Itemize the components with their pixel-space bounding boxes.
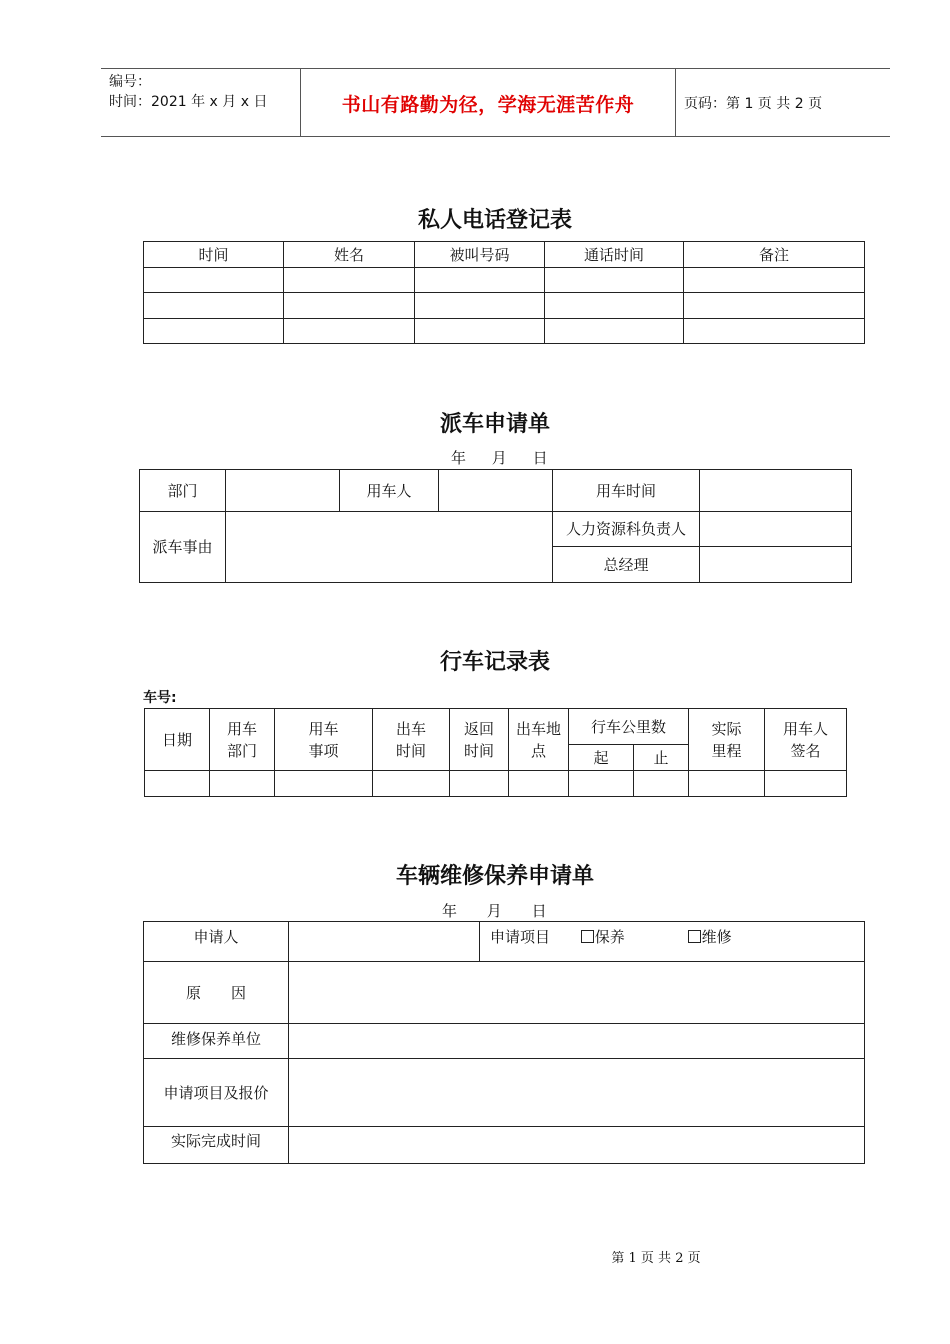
table-cell[interactable] (145, 771, 210, 797)
column-header: 通话时间 (545, 242, 684, 268)
checkbox-icon[interactable] (581, 930, 594, 943)
table-cell[interactable] (144, 268, 284, 293)
table-cell[interactable] (450, 771, 509, 797)
place-header: 出车地 点 (509, 709, 569, 771)
time-label: 用车时间 (553, 470, 700, 512)
trip-log-table (144, 708, 847, 797)
table-cell[interactable] (684, 319, 865, 344)
table-cell[interactable] (275, 771, 373, 797)
table-cell[interactable] (284, 268, 415, 293)
gm-label: 总经理 (553, 547, 700, 583)
table-header-row (144, 242, 865, 268)
table-row (145, 771, 847, 797)
done-field[interactable] (289, 1127, 865, 1164)
table-cell[interactable] (765, 771, 847, 797)
table-cell[interactable] (284, 293, 415, 319)
unit-label: 维修保养单位 (144, 1024, 289, 1059)
table-row (144, 268, 865, 293)
date-month: 月 (491, 449, 507, 467)
table-row (144, 962, 865, 1024)
actual-header: 实际 里程 (689, 709, 765, 771)
phone-log-title: 私人电话登记表 (417, 208, 572, 233)
end-header: 止 (634, 745, 689, 771)
header-meta (109, 72, 267, 112)
table-row (144, 1127, 865, 1164)
quote-field[interactable] (289, 1059, 865, 1127)
applicant-label: 申请人 (144, 922, 289, 962)
table-cell[interactable] (545, 293, 684, 319)
table-cell[interactable] (569, 771, 634, 797)
date-day: 日 (531, 902, 547, 920)
column-header: 姓名 (284, 242, 415, 268)
upkeep-option[interactable]: 保养 (581, 928, 625, 946)
maintenance-title: 车辆维修保养申请单 (395, 864, 594, 889)
date-day: 日 (532, 449, 548, 467)
user-field[interactable] (439, 470, 553, 512)
plate-label: 车号: (143, 690, 177, 706)
page-footer: 第 1 页 共 2 页 (611, 1251, 701, 1266)
header-motto: 书山有路勤为径，学海无涯苦作舟 (341, 94, 635, 116)
header-bottom-rule (101, 136, 890, 137)
unit-field[interactable] (289, 1024, 865, 1059)
table-cell[interactable] (415, 268, 545, 293)
reason-field[interactable] (289, 962, 865, 1024)
mileage-header: 行车公里数 (569, 709, 689, 745)
date-year: 年 (442, 902, 458, 920)
hr-label: 人力资源科负责人 (553, 512, 700, 547)
sign-header: 用车人 签名 (765, 709, 847, 771)
table-cell[interactable] (210, 771, 275, 797)
date-year: 年 (451, 449, 467, 467)
reason-label: 原 因 (144, 962, 289, 1024)
repair-option[interactable]: 维修 (688, 928, 732, 946)
maintenance-table (143, 921, 865, 1164)
trip-log-title: 行车记录表 (439, 650, 550, 675)
table-row (144, 319, 865, 344)
reason-field[interactable] (226, 512, 553, 583)
column-header: 备注 (684, 242, 865, 268)
table-row (144, 293, 865, 319)
header-page-info: 页码：第 1 页 共 2 页 (684, 96, 823, 112)
reason-label: 派车事由 (140, 512, 226, 583)
quote-label: 申请项目及报价 (144, 1059, 289, 1127)
date-month: 月 (486, 902, 502, 920)
table-row (144, 1024, 865, 1059)
table-cell[interactable] (684, 293, 865, 319)
maintenance-date (442, 900, 547, 921)
dispatch-date (451, 447, 548, 468)
dept-header: 用车 部门 (210, 709, 275, 771)
table-row (140, 512, 852, 547)
header-top-rule (101, 68, 890, 69)
table-cell[interactable] (144, 293, 284, 319)
date-header: 日期 (145, 709, 210, 771)
time-label: 时间：2021 年 x 月 x 日 (109, 94, 268, 110)
table-cell[interactable] (144, 319, 284, 344)
applicant-field[interactable] (289, 922, 480, 962)
table-cell[interactable] (545, 319, 684, 344)
project-options (480, 922, 865, 962)
out-time-header: 出车 时间 (373, 709, 450, 771)
gm-field[interactable] (700, 547, 852, 583)
table-row (144, 1059, 865, 1127)
table-cell[interactable] (509, 771, 569, 797)
column-header: 被叫号码 (415, 242, 545, 268)
table-row (144, 922, 865, 962)
dispatch-title: 派车申请单 (439, 412, 550, 437)
done-label: 实际完成时间 (144, 1127, 289, 1164)
start-header: 起 (569, 745, 634, 771)
table-cell[interactable] (684, 268, 865, 293)
dispatch-table (139, 469, 852, 583)
table-cell[interactable] (634, 771, 689, 797)
serial-label: 编号： (109, 74, 151, 90)
dept-label: 部门 (140, 470, 226, 512)
table-header-row (145, 709, 847, 745)
project-label: 申请项目 (490, 928, 551, 946)
table-cell[interactable] (415, 319, 545, 344)
table-cell[interactable] (415, 293, 545, 319)
table-cell[interactable] (689, 771, 765, 797)
column-header: 时间 (144, 242, 284, 268)
return-time-header: 返回 时间 (450, 709, 509, 771)
table-row (140, 470, 852, 512)
dept-field[interactable] (226, 470, 340, 512)
time-field[interactable] (700, 470, 852, 512)
header-divider (675, 68, 676, 136)
phone-log-table (143, 241, 865, 344)
table-cell[interactable] (373, 771, 450, 797)
item-header: 用车 事项 (275, 709, 373, 771)
hr-field[interactable] (700, 512, 852, 547)
checkbox-icon[interactable] (688, 930, 701, 943)
table-cell[interactable] (545, 268, 684, 293)
user-label: 用车人 (340, 470, 439, 512)
table-cell[interactable] (284, 319, 415, 344)
